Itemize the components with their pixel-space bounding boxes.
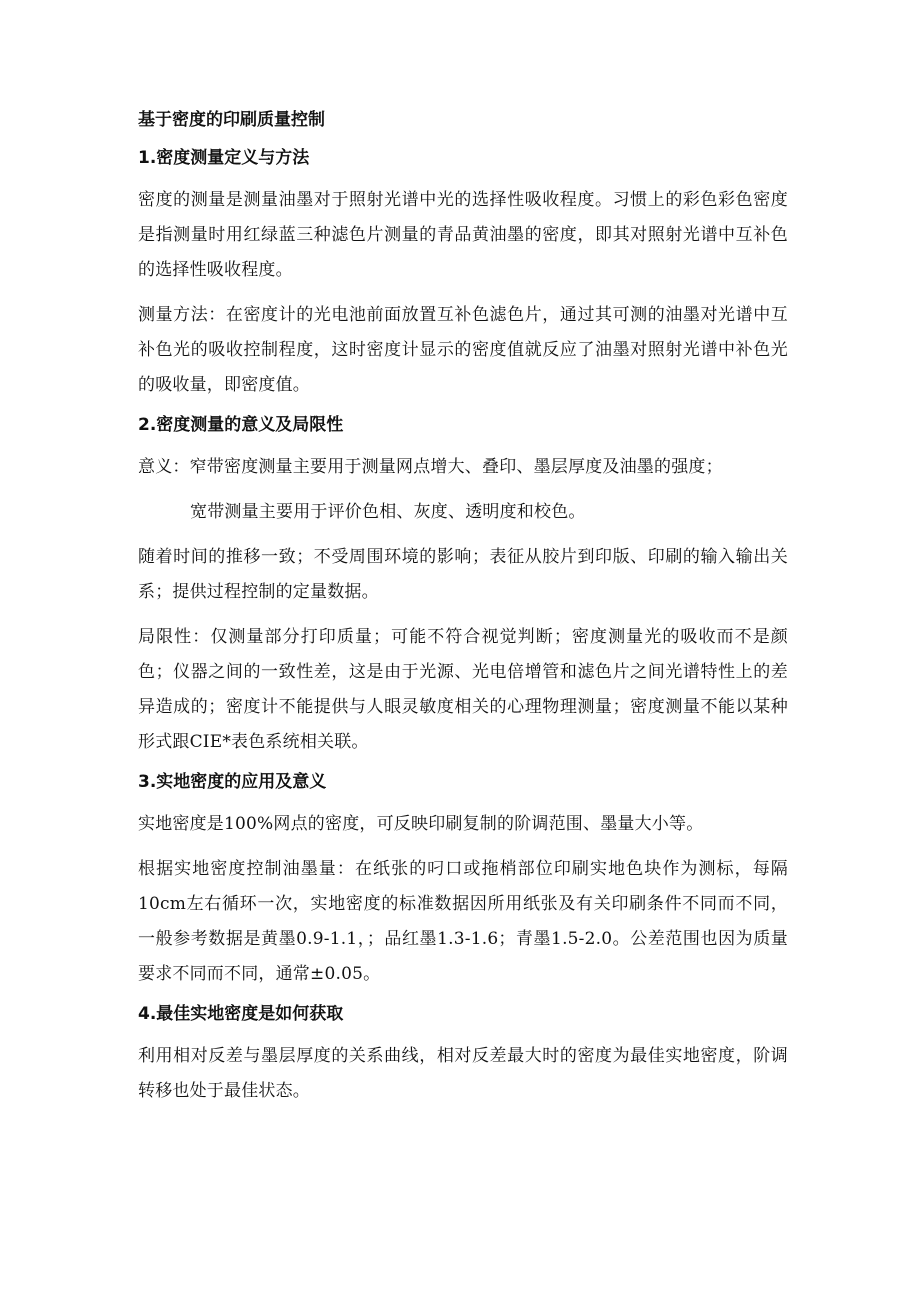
paragraph: 实地密度是100%网点的密度，可反映印刷复制的阶调范围、墨量大小等。 [138, 814, 704, 834]
document-body [138, 108, 788, 1119]
section-heading: 3.实地密度的应用及意义 [138, 772, 327, 792]
paragraph: 局限性：仅测量部分打印质量；可能不符合视觉判断；密度测量光的吸收而不是颜色；仪器之间的一致性差，这是由于光源、光电倍增管和滤色片之间光谱特性上的差异造成的；密度计不能提供与人眼灵敏度相关的心理物理测量；密度测量不能以某种形式跟CIE*表色系统相关联。 [138, 627, 788, 752]
paragraph: 随着时间的推移一致；不受周围环境的影响；表征从胶片到印版、印刷的输入输出关系；提供过程控制的定量数据。 [138, 547, 788, 602]
paragraph: 利用相对反差与墨层厚度的关系曲线，相对反差最大时的密度为最佳实地密度，阶调转移也处于最佳状态。 [138, 1046, 788, 1101]
paragraph: 意义：窄带密度测量主要用于测量网点增大、叠印、墨层厚度及油墨的强度； [138, 457, 723, 477]
section-heading: 2.密度测量的意义及局限性 [138, 415, 344, 435]
section-heading: 1.密度测量定义与方法 [138, 148, 310, 168]
document-title: 基于密度的印刷质量控制 [138, 110, 325, 130]
paragraph: 测量方法：在密度计的光电池前面放置互补色滤色片，通过其可测的油墨对光谱中互补色光的吸收控制程度，这时密度计显示的密度值就反应了油墨对照射光谱中补色光的吸收量，即密度值。 [138, 305, 788, 395]
paragraph: 密度的测量是测量油墨对于照射光谱中光的选择性吸收程度。习惯上的彩色彩色密度是指测量时用红绿蓝三种滤色片测量的青品黄油墨的密度，即其对照射光谱中互补色的选择性吸收程度。 [138, 190, 788, 280]
paragraph: 宽带测量主要用于评价色相、灰度、透明度和校色。 [190, 502, 586, 522]
section-heading: 4.最佳实地密度是如何获取 [138, 1004, 344, 1024]
paragraph: 根据实地密度控制油墨量：在纸张的叼口或拖梢部位印刷实地色块作为测标，每隔10cm左右循环一次，实地密度的标准数据因所用纸张及有关印刷条件不同而不同，一般参考数据是黄墨0.9-1.1，；品红墨1.3-1.6；青墨1.5-2.0。公差范围也因为质量要求不同而不同，通常±0.05。 [138, 859, 788, 984]
